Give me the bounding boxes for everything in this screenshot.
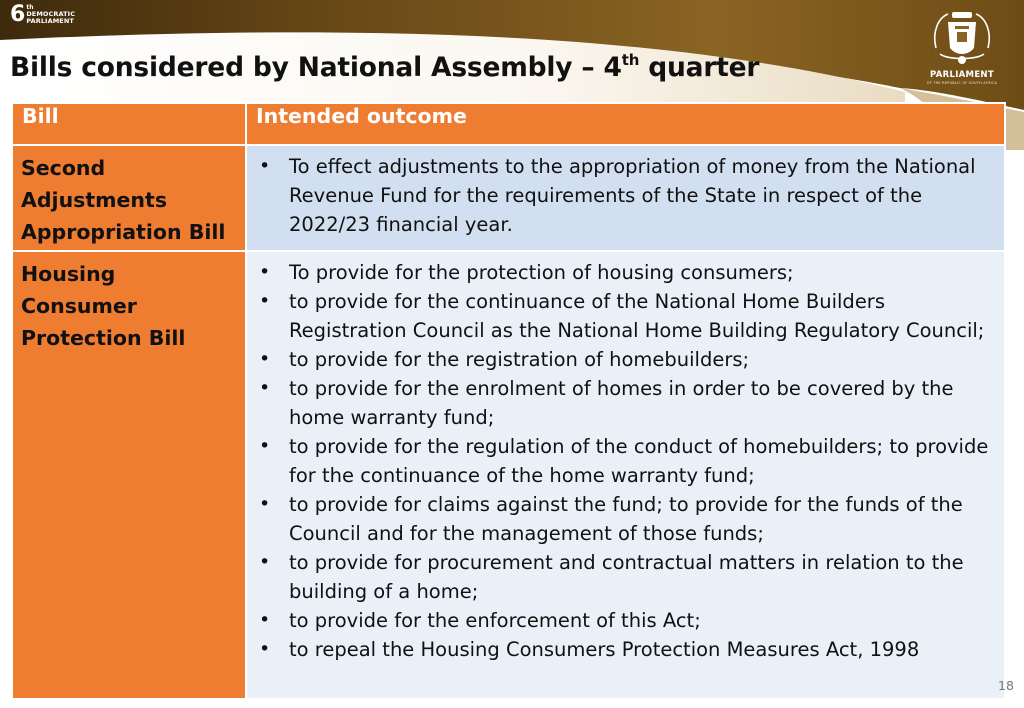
title-main: Bills considered by National Assembly – 4 xyxy=(10,52,622,83)
parliament-sublabel: OF THE REPUBLIC OF SOUTH AFRICA xyxy=(926,81,998,85)
logo-number: 6 xyxy=(10,2,26,27)
list-item: • to provide for the enrolment of homes in order to be covered by the home warranty fund; xyxy=(259,374,994,432)
bill-name-cell: Second Adjustments Appropriation Bill xyxy=(12,145,246,251)
bill-name-cell: Housing Consumer Protection Bill xyxy=(12,251,246,699)
list-item: • to provide for claims against the fund; to provide for the funds of the Council and for the management of those funds; xyxy=(259,490,994,548)
list-item: • to provide for procurement and contractual matters in relation to the building of a home; xyxy=(259,548,994,606)
page-number: 18 xyxy=(998,678,1014,693)
list-item: • To effect adjustments to the appropriation of money from the National Revenue Fund for the requirements of the State in respect of the 2022/23 financial year. xyxy=(259,152,994,239)
list-item: • To provide for the protection of housing consumers; xyxy=(259,258,994,287)
logo-line1: DEMOCRATIC xyxy=(26,10,76,18)
list-item: • to provide for the enforcement of this Act; xyxy=(259,606,994,635)
bills-table xyxy=(11,102,1006,700)
list-item: • to provide for the regulation of the conduct of homebuilders; to provide for the continuance of the home warranty fund; xyxy=(259,432,994,490)
list-item: • to provide for the registration of homebuilders; xyxy=(259,345,994,374)
column-header-bill: Bill xyxy=(12,103,246,145)
list-item: • to provide for the continuance of the National Home Builders Registration Council as the National Home Building Regulatory Council; xyxy=(259,287,994,345)
parliament-crest-icon xyxy=(928,8,996,68)
outcome-cell xyxy=(246,251,1005,699)
table-header-row xyxy=(12,103,1005,145)
outcome-cell xyxy=(246,145,1005,251)
page-title xyxy=(10,52,759,83)
parliament-label: PARLIAMENT xyxy=(930,70,994,80)
title-superscript: th xyxy=(621,51,640,69)
column-header-outcome: Intended outcome xyxy=(246,103,1005,145)
outcome-list xyxy=(259,258,994,664)
sixth-parliament-logo xyxy=(10,4,75,28)
table-row xyxy=(12,145,1005,251)
title-end: quarter xyxy=(639,52,760,83)
outcome-list xyxy=(259,152,994,239)
logo-sup: th xyxy=(26,4,34,11)
table-row xyxy=(12,251,1005,699)
logo-line2: PARLIAMENT xyxy=(26,17,74,25)
list-item: • to repeal the Housing Consumers Protection Measures Act, 1998 xyxy=(259,635,994,664)
